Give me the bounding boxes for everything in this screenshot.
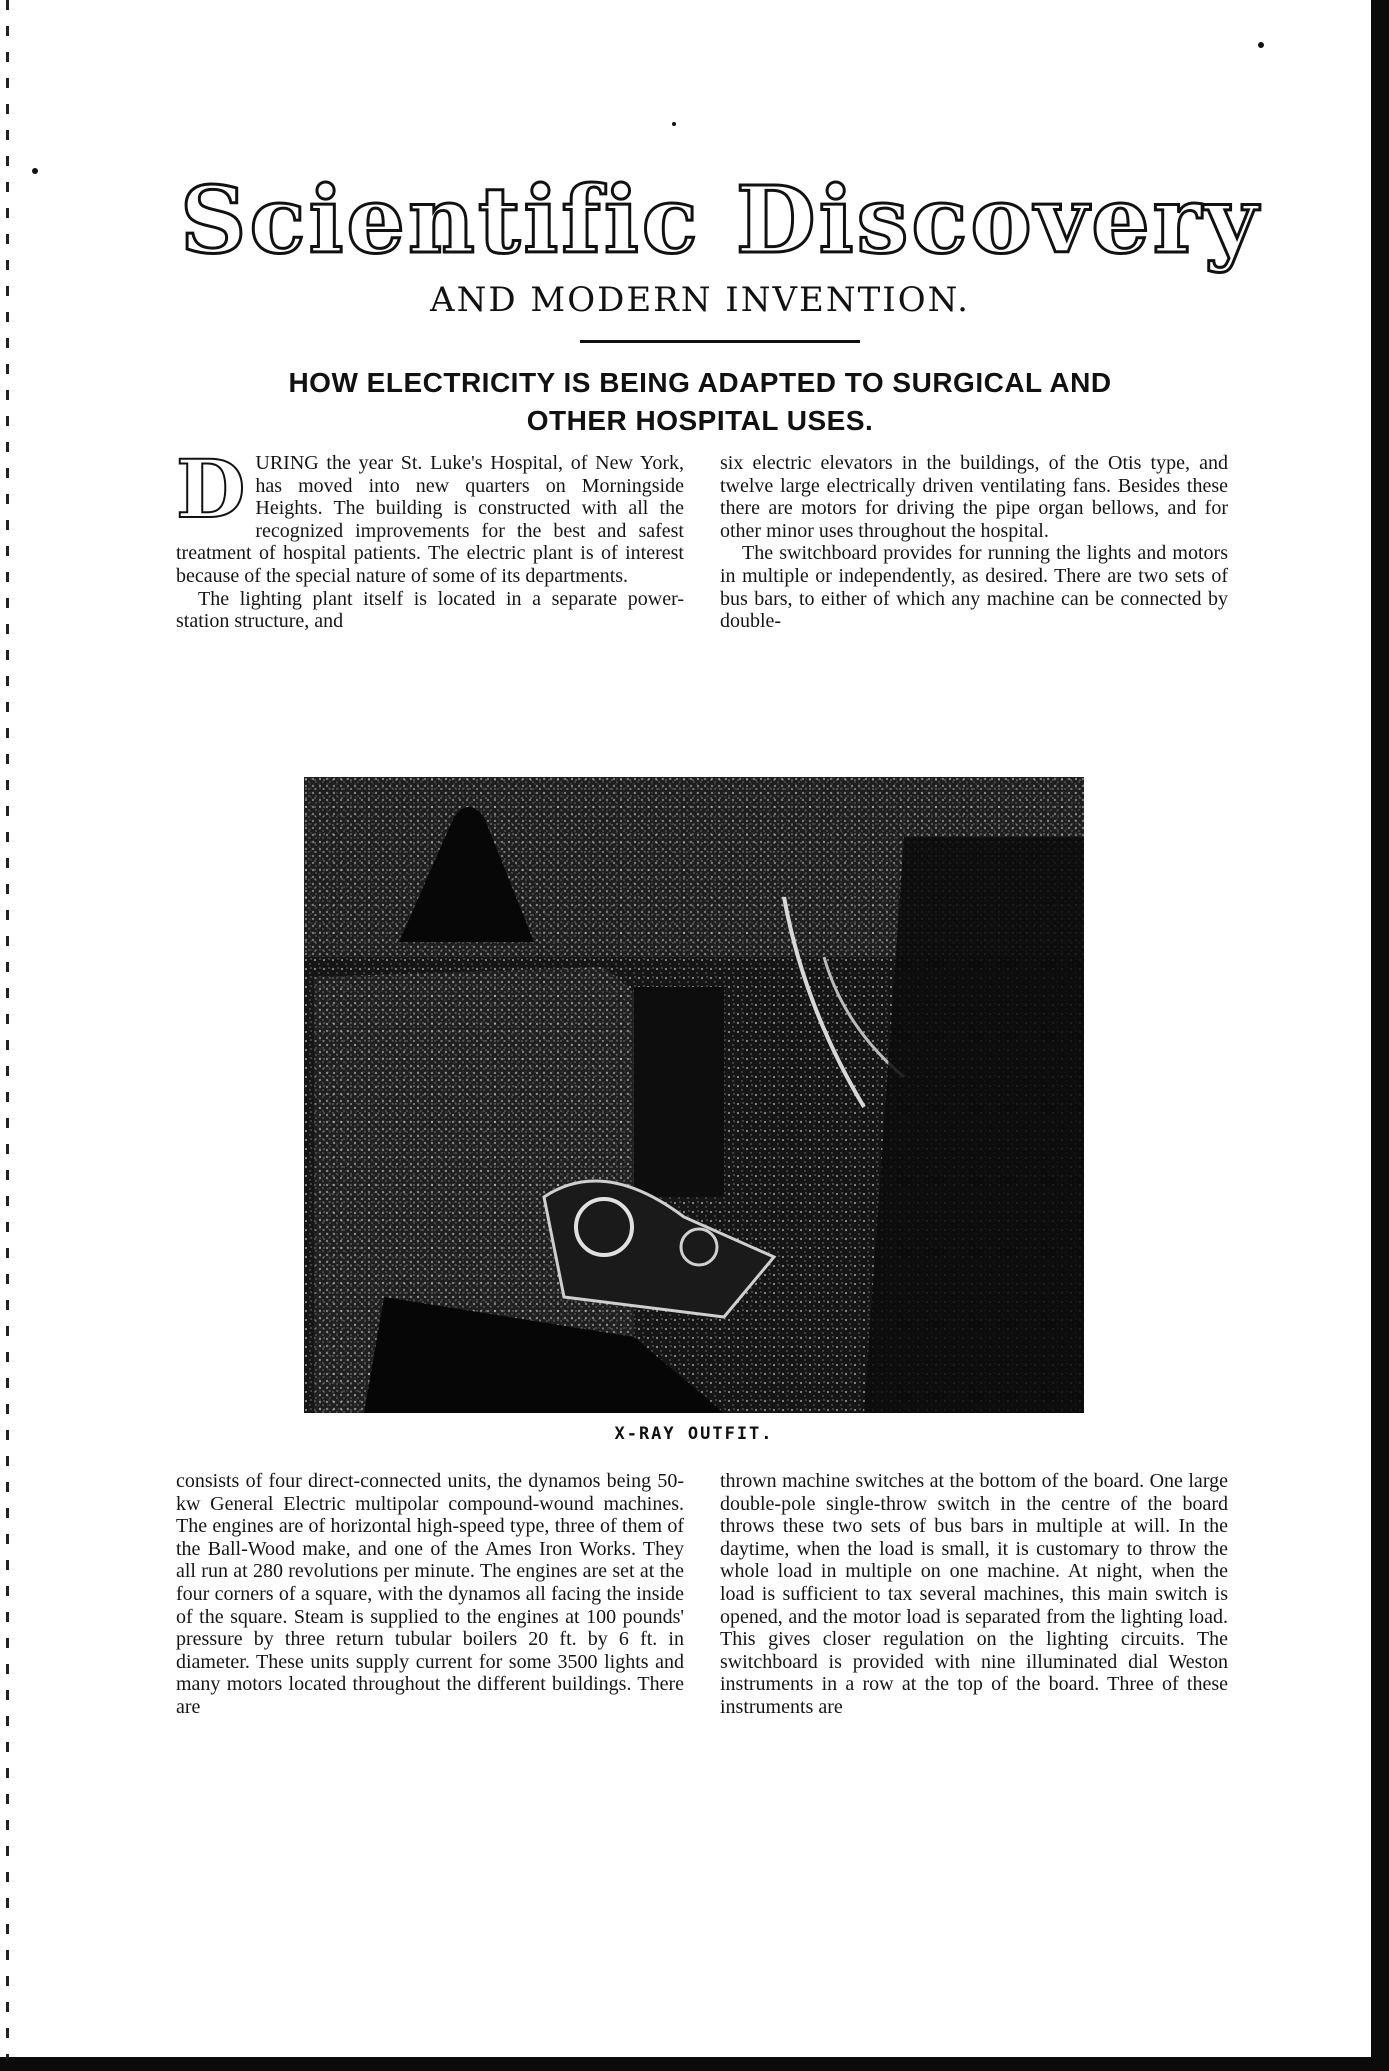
ink-speck (32, 168, 38, 174)
ink-speck (672, 122, 676, 126)
paragraph: six electric elevators in the buildings, of the Otis type, and twelve large electrically driven ventilating fans. Besides these there are motors for driving the pipe organ bellows, and for other minor uses throughout the hospital. (720, 452, 1228, 542)
article-column-4 (720, 1470, 1228, 1896)
page-edge-right (1371, 0, 1389, 2071)
drop-cap: D (176, 452, 246, 536)
paragraph: The lighting plant itself is located in a separate power-station structure, and (176, 587, 684, 633)
page-edge-left (6, 0, 9, 2071)
paragraph: URING the year St. Luke's Hospital, of New York, has moved into new quarters on Morningside Heights. The building is constructed with all the recognized improvements for the best and safest treatment of hospital patients. The electric plant is of interest because of the special nature of some of its departments. (176, 452, 684, 587)
article-column-3 (176, 1470, 684, 1896)
page-edge-bottom (0, 2057, 1389, 2071)
headline-line-2: OTHER HOSPITAL USES. (526, 405, 874, 436)
photo-illustration (304, 777, 1084, 1413)
article-column-1 (176, 452, 684, 742)
article-headline (180, 364, 1220, 440)
headline-line-1: HOW ELECTRICITY IS BEING ADAPTED TO SURGICAL AND (288, 367, 1112, 398)
paragraph: thrown machine switches at the bottom of the board. One large double-pole single-throw switch in the centre of the board throws these two sets of bus bars in multiple at will. In the daytime, when the load is small, it is customary to throw the whole load in multiple on one machine. At night, when the load is sufficient to tax several machines, this main switch is opened, and the motor load is separated from the lighting load. This gives closer regulation on the lighting circuits. The switchboard is provided with nine illuminated dial Weston instruments in a row at the top of the board. Three of these instruments are (720, 1470, 1228, 1718)
paragraph: consists of four direct-connected units, the dynamos being 50-kw General Electric multipolar compound-wound machines. The engines are of horizontal high-speed type, three of them of the Ball-Wood make, and one of the Ames Iron Works. They all run at 280 revolutions per minute. The engines are set at the four corners of a square, with the dynamos all facing the inside of the square. Steam is supplied to the engines at 100 pounds' pressure by three return tubular boilers 20 ft. by 6 ft. in diameter. These units supply current for some 3500 lights and many motors located throughout the different buildings. There are (176, 1470, 684, 1718)
page-title: Scientific Discovery (180, 166, 1261, 274)
page-subtitle: AND MODERN INVENTION. (430, 280, 970, 320)
ink-speck (1258, 42, 1264, 48)
paragraph: The switchboard provides for running the lights and motors in multiple or independently, as desired. There are two sets of bus bars, to either of which any machine can be connected by double- (720, 542, 1228, 633)
title-divider (580, 340, 860, 343)
article-column-2 (720, 452, 1228, 742)
figure-caption: X-RAY OUTFIT. (614, 1424, 774, 1444)
x-ray-outfit-photo (304, 777, 1084, 1413)
